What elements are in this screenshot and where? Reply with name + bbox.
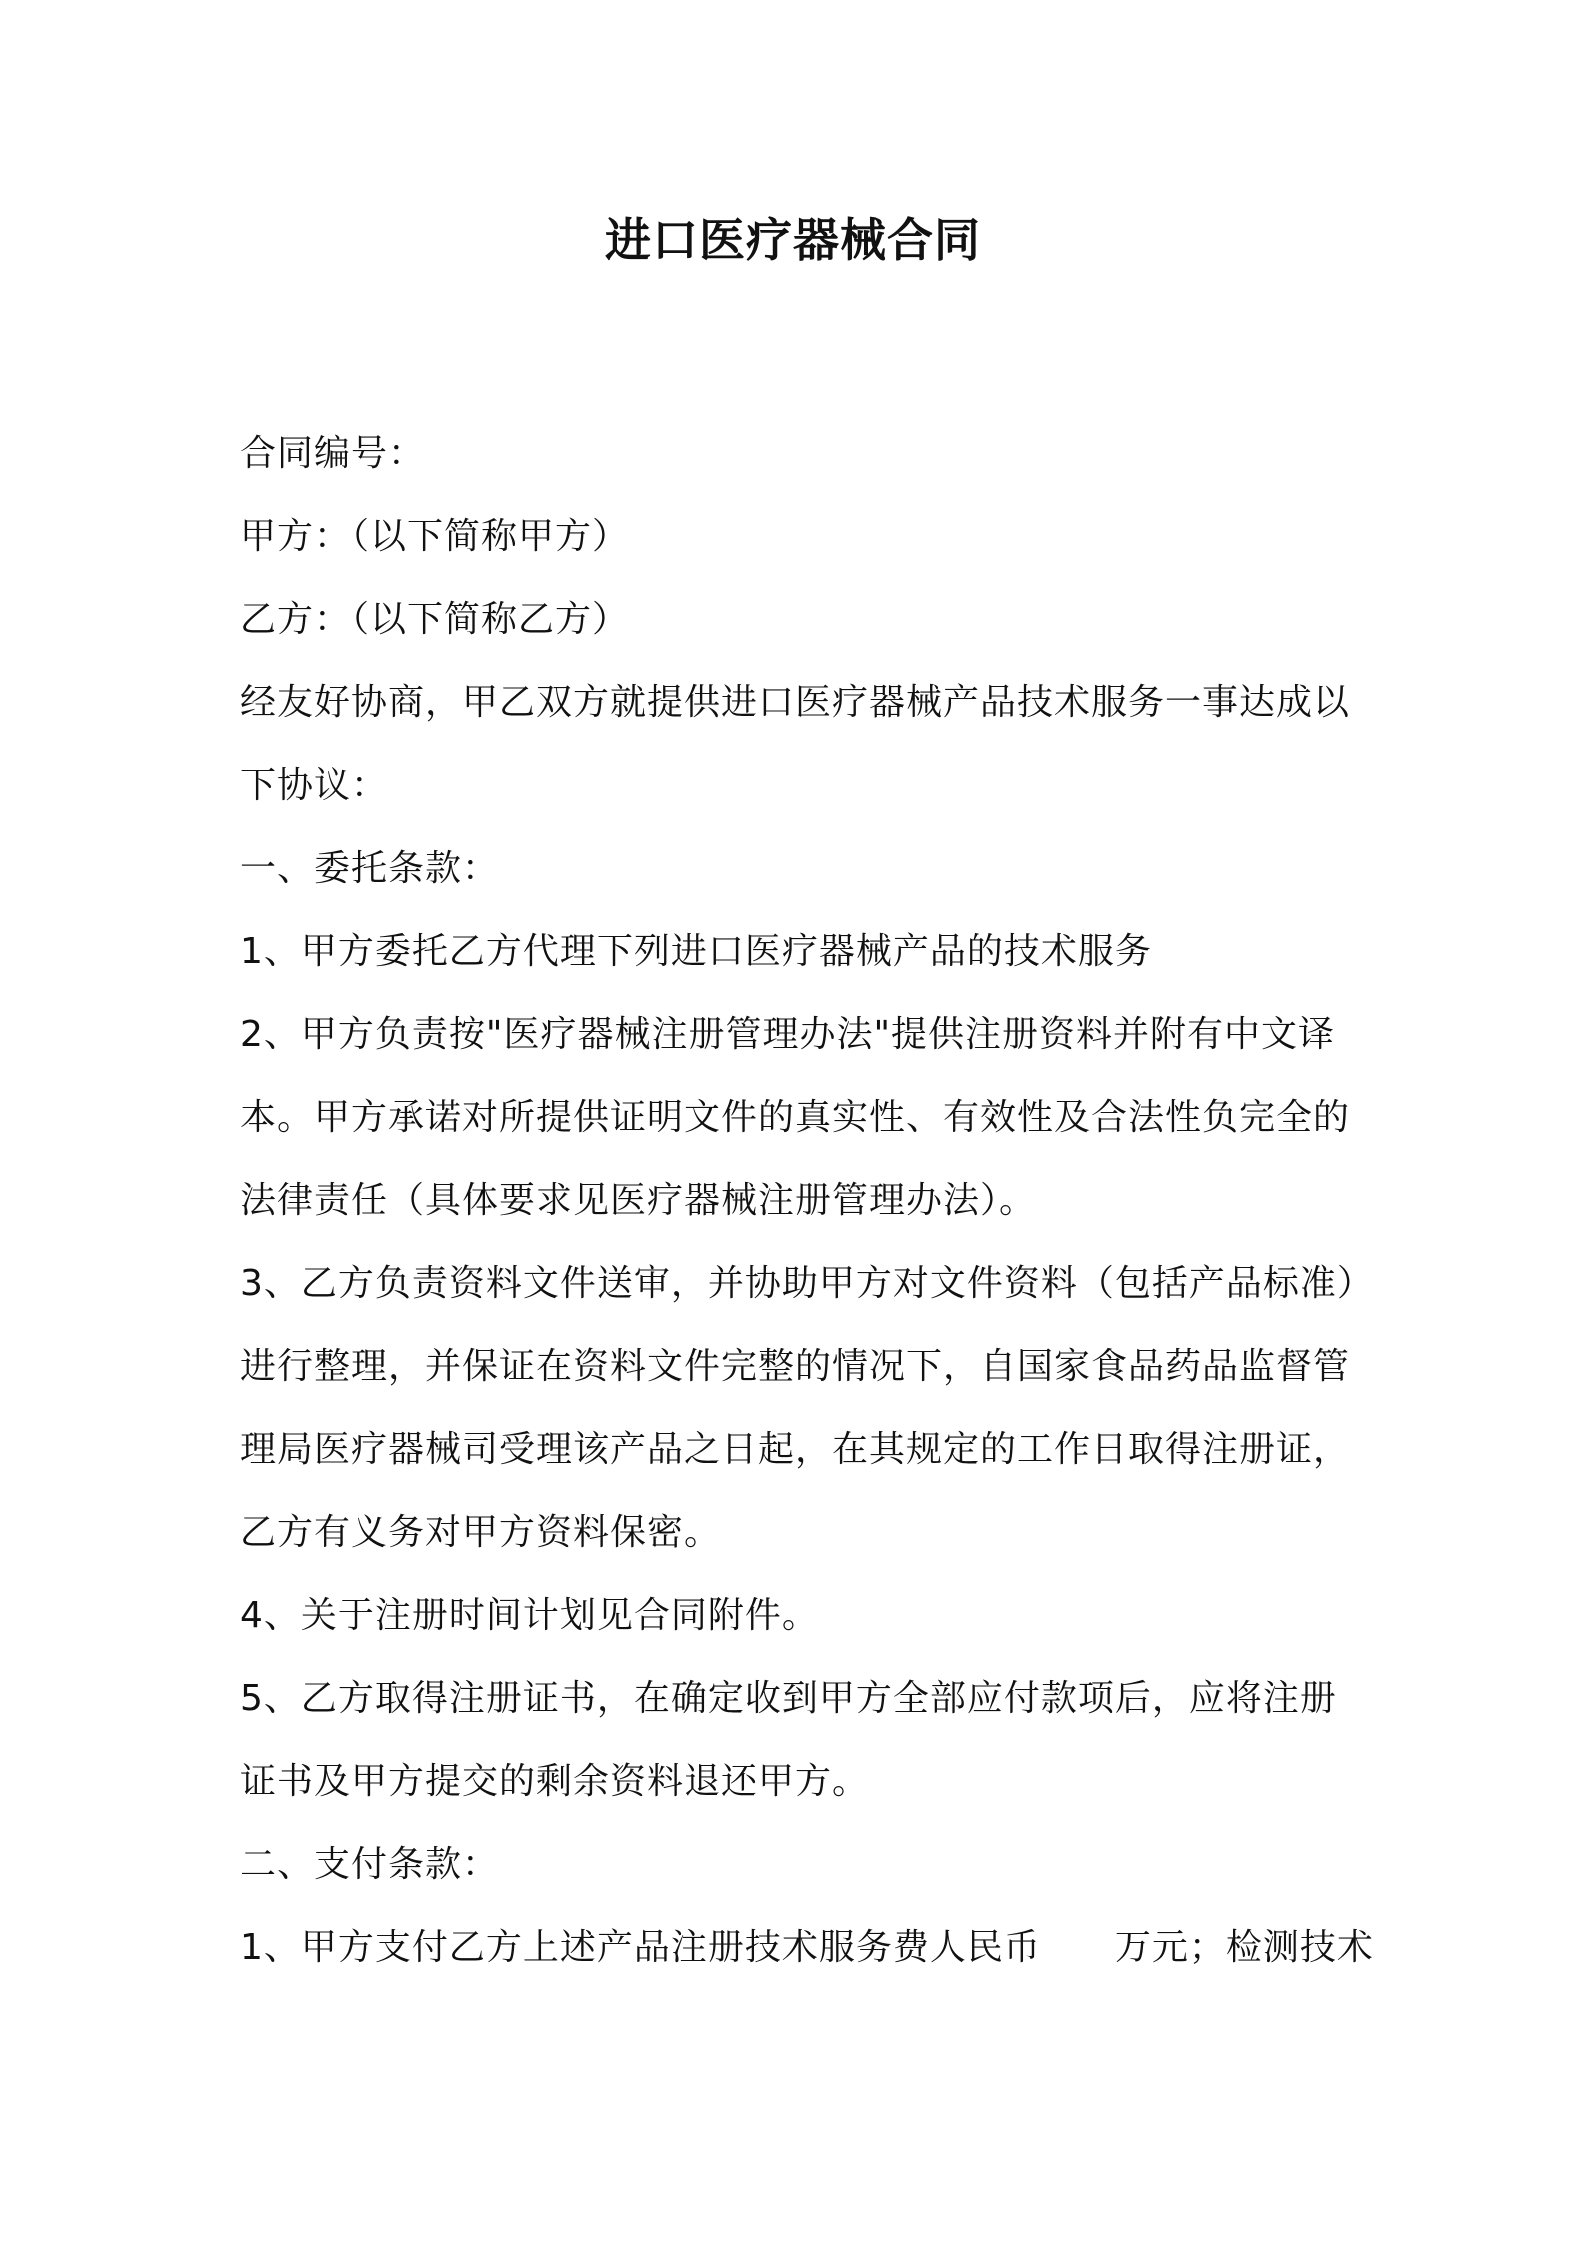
document-body (240, 412, 1374, 1989)
document-title: 进口医疗器械合同 (605, 213, 981, 267)
contract-number-line: 合同编号： (240, 433, 426, 474)
section-heading-entrustment: 一、委托条款： (240, 848, 500, 889)
clause-1-5-line-2: 证书及甲方提交的剩余资料退还甲方。 (240, 1761, 870, 1802)
party-b-line: 乙方：（以下简称乙方） (240, 599, 630, 640)
clause-1-2-line-3: 法律责任（具体要求见医疗器械注册管理办法）。 (240, 1180, 1037, 1221)
clause-1-2-line-1: 2、甲方负责按"医疗器械注册管理办法"提供注册资料并附有中文译 (240, 1014, 1336, 1055)
clause-1-2-line-2: 本。甲方承诺对所提供证明文件的真实性、有效性及合法性负完全的 (240, 1097, 1351, 1138)
clause-1-3-line-3: 理局医疗器械司受理该产品之日起，在其规定的工作日取得注册证， (240, 1429, 1351, 1470)
clause-1-3-line-1: 3、乙方负责资料文件送审，并协助甲方对文件资料（包括产品标准） (240, 1263, 1374, 1304)
party-a-line: 甲方：（以下简称甲方） (240, 516, 630, 557)
clause-1-3-line-2: 进行整理，并保证在资料文件完整的情况下，自国家食品药品监督管 (240, 1346, 1351, 1387)
clause-1-4: 4、关于注册时间计划见合同附件。 (240, 1595, 819, 1636)
clause-1-5-line-1: 5、乙方取得注册证书，在确定收到甲方全部应付款项后，应将注册 (240, 1678, 1337, 1719)
preamble-line-2: 下协议： (240, 765, 389, 806)
preamble-line-1: 经友好协商，甲乙双方就提供进口医疗器械产品技术服务一事达成以 (240, 682, 1351, 723)
clause-1-1: 1、甲方委托乙方代理下列进口医疗器械产品的技术服务 (240, 931, 1152, 972)
clause-2-1: 1、甲方支付乙方上述产品注册技术服务费人民币 万元；检测技术 (240, 1927, 1374, 1968)
clause-1-3-line-4: 乙方有义务对甲方资料保密。 (240, 1512, 722, 1553)
section-heading-payment: 二、支付条款： (240, 1844, 500, 1885)
